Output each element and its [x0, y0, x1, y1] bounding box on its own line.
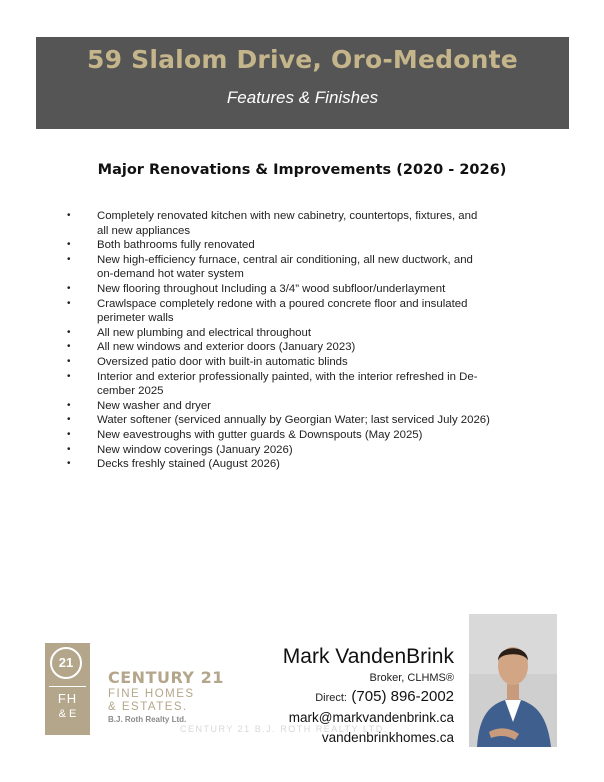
feature-text-line: New washer and dryer	[97, 399, 211, 412]
agent-contact-block	[283, 643, 454, 747]
bullet-icon: •	[67, 210, 71, 221]
feature-item	[66, 370, 546, 399]
feature-item	[66, 297, 546, 326]
logo-e-letters: & E	[58, 708, 77, 720]
agent-photo	[469, 614, 557, 747]
feature-item	[66, 428, 546, 443]
feature-text-line: Completely renovated kitchen with new cabinetry, countertops, fixtures, and	[97, 210, 478, 222]
agent-website-link[interactable]: vandenbrinkhomes.ca	[321, 730, 454, 745]
brand-line-fine-homes: FINE HOMES	[108, 688, 195, 700]
bullet-icon: •	[67, 355, 71, 367]
bullet-icon: •	[67, 428, 71, 440]
bullet-icon: •	[67, 399, 71, 411]
feature-item	[66, 413, 546, 428]
agent-email-link[interactable]: mark@markvandenbrink.ca	[288, 710, 454, 725]
bullet-icon: •	[67, 326, 71, 338]
feature-item	[66, 253, 546, 282]
feature-text-line: Crawlspace completely redone with a poured concrete floor and insulated	[97, 297, 468, 310]
feature-text-line: Interior and exterior professionally painted, with the interior refreshed in De-	[97, 370, 478, 383]
feature-text-line: New window coverings (January 2026)	[97, 443, 293, 456]
bullet-icon: •	[67, 370, 71, 382]
agent-phone-link[interactable]: (705) 896-2002	[351, 688, 454, 705]
brand-line-estates: & ESTATES.	[108, 701, 188, 713]
feature-text-line: all new appliances	[97, 224, 191, 237]
agent-title: Broker, CLHMS®	[369, 672, 454, 684]
agent-phone-label: Direct:	[315, 692, 347, 704]
logo-fh-letters: FH	[57, 691, 78, 706]
brand-office: B.J. Roth Realty Ltd.	[108, 715, 187, 724]
feature-item	[66, 355, 546, 370]
feature-item	[66, 209, 546, 238]
agent-name: Mark VandenBrink	[282, 645, 454, 668]
feature-text-line: New eavestroughs with gutter guards & Downspouts (May 2025)	[97, 428, 423, 441]
feature-text-line: New flooring throughout Including a 3/4” wood subfloor/underlayment	[97, 282, 446, 295]
feature-item	[66, 282, 546, 297]
feature-item	[66, 399, 546, 414]
bullet-icon: •	[67, 443, 71, 455]
feature-text-line: Both bathrooms fully renovated	[97, 239, 255, 252]
brand-watermark: CENTURY 21 B.J. ROTH REALTY LTD.	[180, 724, 388, 734]
feature-text-line: Water softener (serviced annually by Georgian Water; last serviced July 2026)	[97, 414, 490, 427]
brand-name: CENTURY 21	[108, 668, 224, 687]
header-subtitle: Features & Finishes	[226, 88, 379, 107]
agent-phone-row	[283, 687, 454, 708]
section-title: Major Renovations & Improvements (2020 - 2026)	[97, 162, 507, 178]
feature-text-line: New high-efficiency furnace, central air conditioning, all new ductwork, and	[97, 253, 473, 266]
feature-item	[66, 443, 546, 458]
feature-text-line: Oversized patio door with built-in automatic blinds	[97, 355, 348, 368]
header-banner	[36, 37, 569, 129]
feature-item	[66, 340, 546, 355]
logo-circle-21: 21	[50, 647, 82, 679]
features-list	[66, 209, 546, 472]
feature-text-line: perimeter walls	[97, 312, 174, 325]
feature-item	[66, 326, 546, 341]
feature-text-line: on-demand hot water system	[97, 268, 244, 281]
feature-item	[66, 238, 546, 253]
property-address-title: 59 Slalom Drive, Oro-Medonte	[87, 45, 518, 74]
feature-text-line: cember 2025	[97, 385, 164, 398]
bullet-icon: •	[67, 239, 71, 251]
logo-divider	[49, 686, 86, 687]
bullet-icon: •	[67, 341, 71, 353]
bullet-icon: •	[67, 297, 71, 309]
feature-text-line: All new windows and exterior doors (January 2023)	[97, 341, 356, 354]
century21-logo	[45, 643, 90, 735]
bullet-icon: •	[67, 282, 71, 294]
feature-item	[66, 457, 546, 472]
bullet-icon: •	[67, 414, 71, 426]
bullet-icon: •	[67, 253, 71, 265]
bullet-icon: •	[67, 458, 71, 470]
feature-text-line: All new plumbing and electrical throughout	[97, 326, 312, 339]
feature-text-line: Decks freshly stained (August 2026)	[97, 458, 280, 471]
